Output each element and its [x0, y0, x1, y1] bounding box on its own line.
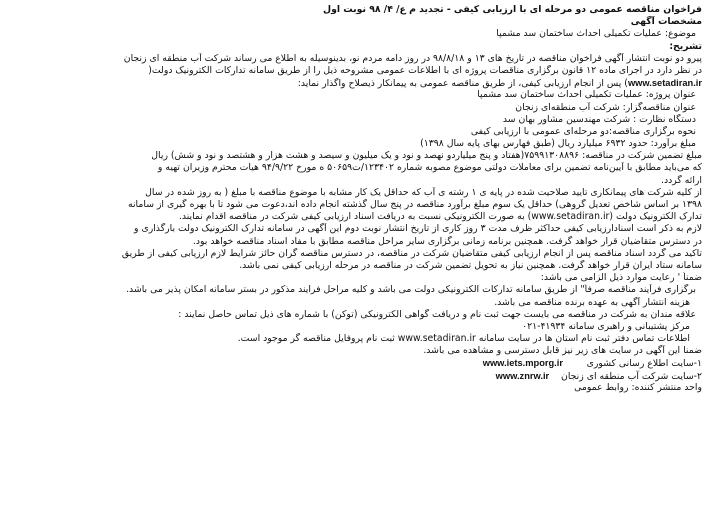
detail-line: نحوه برگزاری مناقصه:دو مرحله‌ای عمومی با ارزیابی کیفی	[470, 125, 696, 137]
note-line: اطلاعات تماس دفتر ثبت نام استان ها در سایت سامانه www.setadiran.ir ثبت نام پروفایل مناقصه گر موجود است.	[237, 333, 690, 345]
note-line: مرکز پشتیبانی و راهبری سامانه ۴۱۹۳۴-۰۲۱	[522, 320, 690, 332]
body-line: پیرو دو نوبت انتشار آگهی فراخوان مناقصه در تاریخ های ۱۳ و ۹۸/۸/۱۸ در روز دامه مردم نو، بدینوسیله به اطلاع می رساند شرکت آب منطقه ای زنجان	[123, 52, 702, 64]
body-line: در نظر دارد در اجرای ماده ۱۲ قانون برگزاری مناقصات پروژه ای با اطلاعات عمومی مشروحه ذیل را از طریق سامانه تدارکات الکترونیک دولت(	[148, 64, 702, 76]
condition-line: ۱۳۹۸ بر اساس شاخص تعدیل گروهی) حداقل یک سوم مبلغ برآورد مناقصه در پنج سال گذشته انجام داده اند،دعوت می شود تا با بهره گیری از سامانه	[127, 199, 702, 210]
condition-line: سامانه ستاد ایران قرار خواهد گرفت. همچنین نیاز به تحویل تضمین شرکت در مناقصه در مرحله ارزیابی کیفی نمی باشد.	[239, 259, 702, 271]
note-line: هزینه انتشار آگهی به عهده برنده مناقصه می باشد.	[494, 296, 690, 308]
condition-line: لازم به ذکر است اسنادارزیابی کیفی حداکثر ظرف مدت ۳ روز کاری از تاریخ انتشار نوبت دوم این آگهی در سامانه تدارک الکترونیک دولت بارگذاری و	[134, 223, 702, 235]
site-line	[6, 370, 702, 382]
site-label: ۱-سایت اطلاع رسانی کشوری	[586, 358, 702, 370]
detail-line: مبلغ برآورد: حدود ۶۹۳۲ میلیارد ریال (طبق فهارس بهای پایه سال ۱۳۹۸)	[420, 138, 696, 150]
description-title: تشریح:	[669, 40, 702, 52]
detail-line: دستگاه نظارت : شرکت مهندسین مشاور بهان سد	[502, 113, 696, 125]
body-line-with-url: www.setadiran.ir) پس از انجام ارزیابی کیفی، از طریق مناقصه عمومی به پیمانکار ذیصلاح واگذار نماید:	[297, 78, 702, 90]
condition-line: تدارک الکترونیک دولت (www.setadiran.ir) به صورت الکترونیکی نسبت به دریافت اسناد ارزیابی کیفی شرکت در مناقصه اقدام نمایند.	[178, 211, 702, 223]
detail-line: عنوان مناقصه‌گزار: شرکت آب منطقه‌ای زنجان	[515, 101, 696, 113]
publisher-line: واحد منتشر کننده: روابط عمومی	[574, 381, 702, 393]
condition-line: تاکید می گردد اسناد مناقصه پس از انجام ارزیابی کیفی متقاضیان شرکت در مناقصه، در دسترس مناقصه گران حائز شرایط لازم ارزیابی کیفی از طریق	[121, 247, 702, 259]
notes-title: ضمناً ' رعایت موارد ذیل الزامی می باشد:	[540, 272, 702, 284]
note-line: برگزاری فرآیند مناقصه صرفاً" از طریق سامانه تدارکات الکترونیکی دولت می باشد و کلیه مراحل فرایند مذکور در بستر سامانه امکان پذیر می باشد.	[126, 284, 696, 296]
detail-line: که می‌باید مطابق با آیین‌نامه تضمین برای معاملات دولتی موضوع مصوبه شماره ۱۲۳۴۰۲/ت۵۰۶۵۹ ه مورخ ۹۴/۹/۲۲ هیات محترم وزیران تهیه و	[157, 162, 702, 174]
detail-line: عنوان پروژه: عملیات تکمیلی احداث ساختمان سد مشمپا	[477, 89, 696, 101]
spec-title: مشخصات آگهی	[630, 16, 702, 28]
site-line	[6, 357, 702, 369]
condition-line: از کلیه شرکت های پیمانکاری تایید صلاحیت شده در پایه ی ۱ رشته ی آب که حداقل یک کار مشابه با موضوع مناقصه با مبلغ ( به روز شده در سال	[145, 186, 702, 198]
heading: فراخوان مناقصه عمومی دو مرحله ای با ارزیابی کیفی - تجدید م ع/ ۴/ ۹۸ نوبت اول	[323, 4, 702, 15]
znrw-link[interactable]: www.znrw.ir	[495, 370, 550, 381]
subject-line: موضوع: عملیات تکمیلی احداث ساختمان سد مشمپا	[496, 28, 696, 40]
sites-title: ضمنا این آگهی در سایت های زیر نیز قابل دسترسی و مشاهده می باشد.	[423, 345, 702, 357]
body-line-text: پس از انجام ارزیابی کیفی، از طریق مناقصه عمومی به پیمانکار ذیصلاح واگذار نماید:	[297, 78, 622, 90]
site-label: ۲-سایت شرکت آب منطقه ای زنجان	[561, 370, 702, 382]
condition-line: در دسترس متقاضیان قرار خواهد گرفت. همچنین برنامه زمانی برگزاری سایر مراحل مناقصه مطابق با مفاد اسناد مناقصه خواهد بود.	[192, 235, 702, 247]
iets-link[interactable]: www.iets.mporg.ir	[482, 358, 563, 369]
note-line: علاقه مندان به شرکت در مناقصه می بایست جهت ثبت نام و دریافت گواهی الکترونیکی (توکن) با شماره های ذیل تماس حاصل نمایند :	[178, 308, 696, 320]
detail-line: ارائه گردد.	[661, 174, 702, 186]
setadiran-link[interactable]: www.setadiran.ir	[627, 78, 702, 89]
detail-line: مبلغ تضمین شرکت در مناقصه: ۷۵۹۹۱۳۰۸۸۹۶(هفتاد و پنج میلیاردو نهصد و نود و یک میلیون و سیصد و هشت هزار و هشتصد و نود و شش) ریال	[151, 150, 702, 162]
